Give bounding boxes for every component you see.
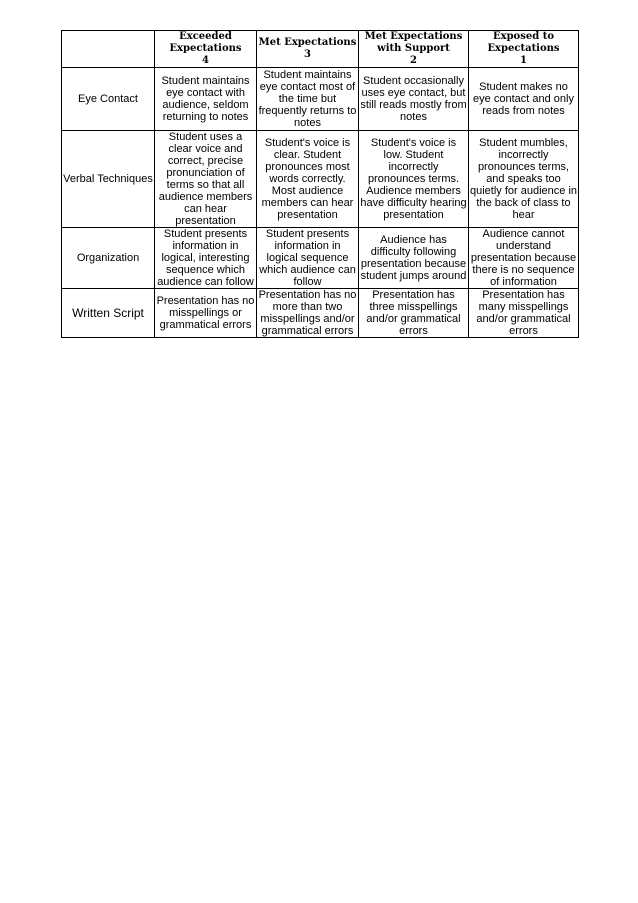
header-title: Met Expectations with Support bbox=[364, 31, 463, 54]
rubric-row-verbal-techniques bbox=[62, 131, 579, 228]
header-title: Exposed to Expectations bbox=[487, 31, 560, 54]
rubric-row-written-script bbox=[62, 289, 579, 338]
rubric-cell: Student maintains eye contact with audience, seldom returning to notes bbox=[155, 68, 257, 131]
header-blank-cell bbox=[62, 31, 155, 68]
rubric-cell: Presentation has many misspellings and/or grammatical errors bbox=[469, 289, 579, 338]
rubric-row-organization bbox=[62, 228, 579, 289]
header-cell-exceeded bbox=[155, 31, 257, 68]
header-cell-met bbox=[257, 31, 359, 68]
rubric-cell: Student maintains eye contact most of the time but frequently returns to notes bbox=[257, 68, 359, 131]
rubric-cell: Student makes no eye contact and only reads from notes bbox=[469, 68, 579, 131]
rubric-cell: Presentation has three misspellings and/or grammatical errors bbox=[359, 289, 469, 338]
rubric-cell: Audience cannot understand presentation because there is no sequence of information bbox=[469, 228, 579, 289]
rubric-row-eye-contact bbox=[62, 68, 579, 131]
rubric-cell: Student's voice is clear. Student pronounces most words correctly. Most audience members can hear presentation bbox=[257, 131, 359, 228]
rubric-cell: Student presents information in logical, interesting sequence which audience can follow bbox=[155, 228, 257, 289]
header-score: 1 bbox=[520, 55, 527, 66]
rubric-cell: Presentation has no misspellings or grammatical errors bbox=[155, 289, 257, 338]
header-score: 3 bbox=[304, 49, 311, 60]
rubric-cell: Student mumbles, incorrectly pronounces terms, and speaks too quietly for audience in the back of class to hear bbox=[469, 131, 579, 228]
rubric-cell: Presentation has no more than two misspellings and/or grammatical errors bbox=[257, 289, 359, 338]
rubric-cell: Student presents information in logical sequence which audience can follow bbox=[257, 228, 359, 289]
header-cell-exposed bbox=[469, 31, 579, 68]
rubric-cell: Student occasionally uses eye contact, but still reads mostly from notes bbox=[359, 68, 469, 131]
criterion-label: Eye Contact bbox=[62, 68, 155, 131]
rubric-cell: Audience has difficulty following presentation because student jumps around bbox=[359, 228, 469, 289]
header-cell-met-with-support bbox=[359, 31, 469, 68]
header-row bbox=[62, 31, 579, 68]
rubric-table bbox=[61, 30, 579, 338]
rubric-cell: Student uses a clear voice and correct, precise pronunciation of terms so that all audience members can hear presentation bbox=[155, 131, 257, 228]
criterion-label: Written Script bbox=[62, 289, 155, 338]
header-title: Met Expectations bbox=[258, 37, 357, 48]
header-title: Exceeded Expectations bbox=[169, 31, 242, 54]
header-score: 4 bbox=[202, 55, 209, 66]
criterion-label: Organization bbox=[62, 228, 155, 289]
header-score: 2 bbox=[410, 55, 417, 66]
rubric-cell: Student's voice is low. Student incorrectly pronounces terms. Audience members have difficulty hearing presentation bbox=[359, 131, 469, 228]
criterion-label: Verbal Techniques bbox=[62, 131, 155, 228]
